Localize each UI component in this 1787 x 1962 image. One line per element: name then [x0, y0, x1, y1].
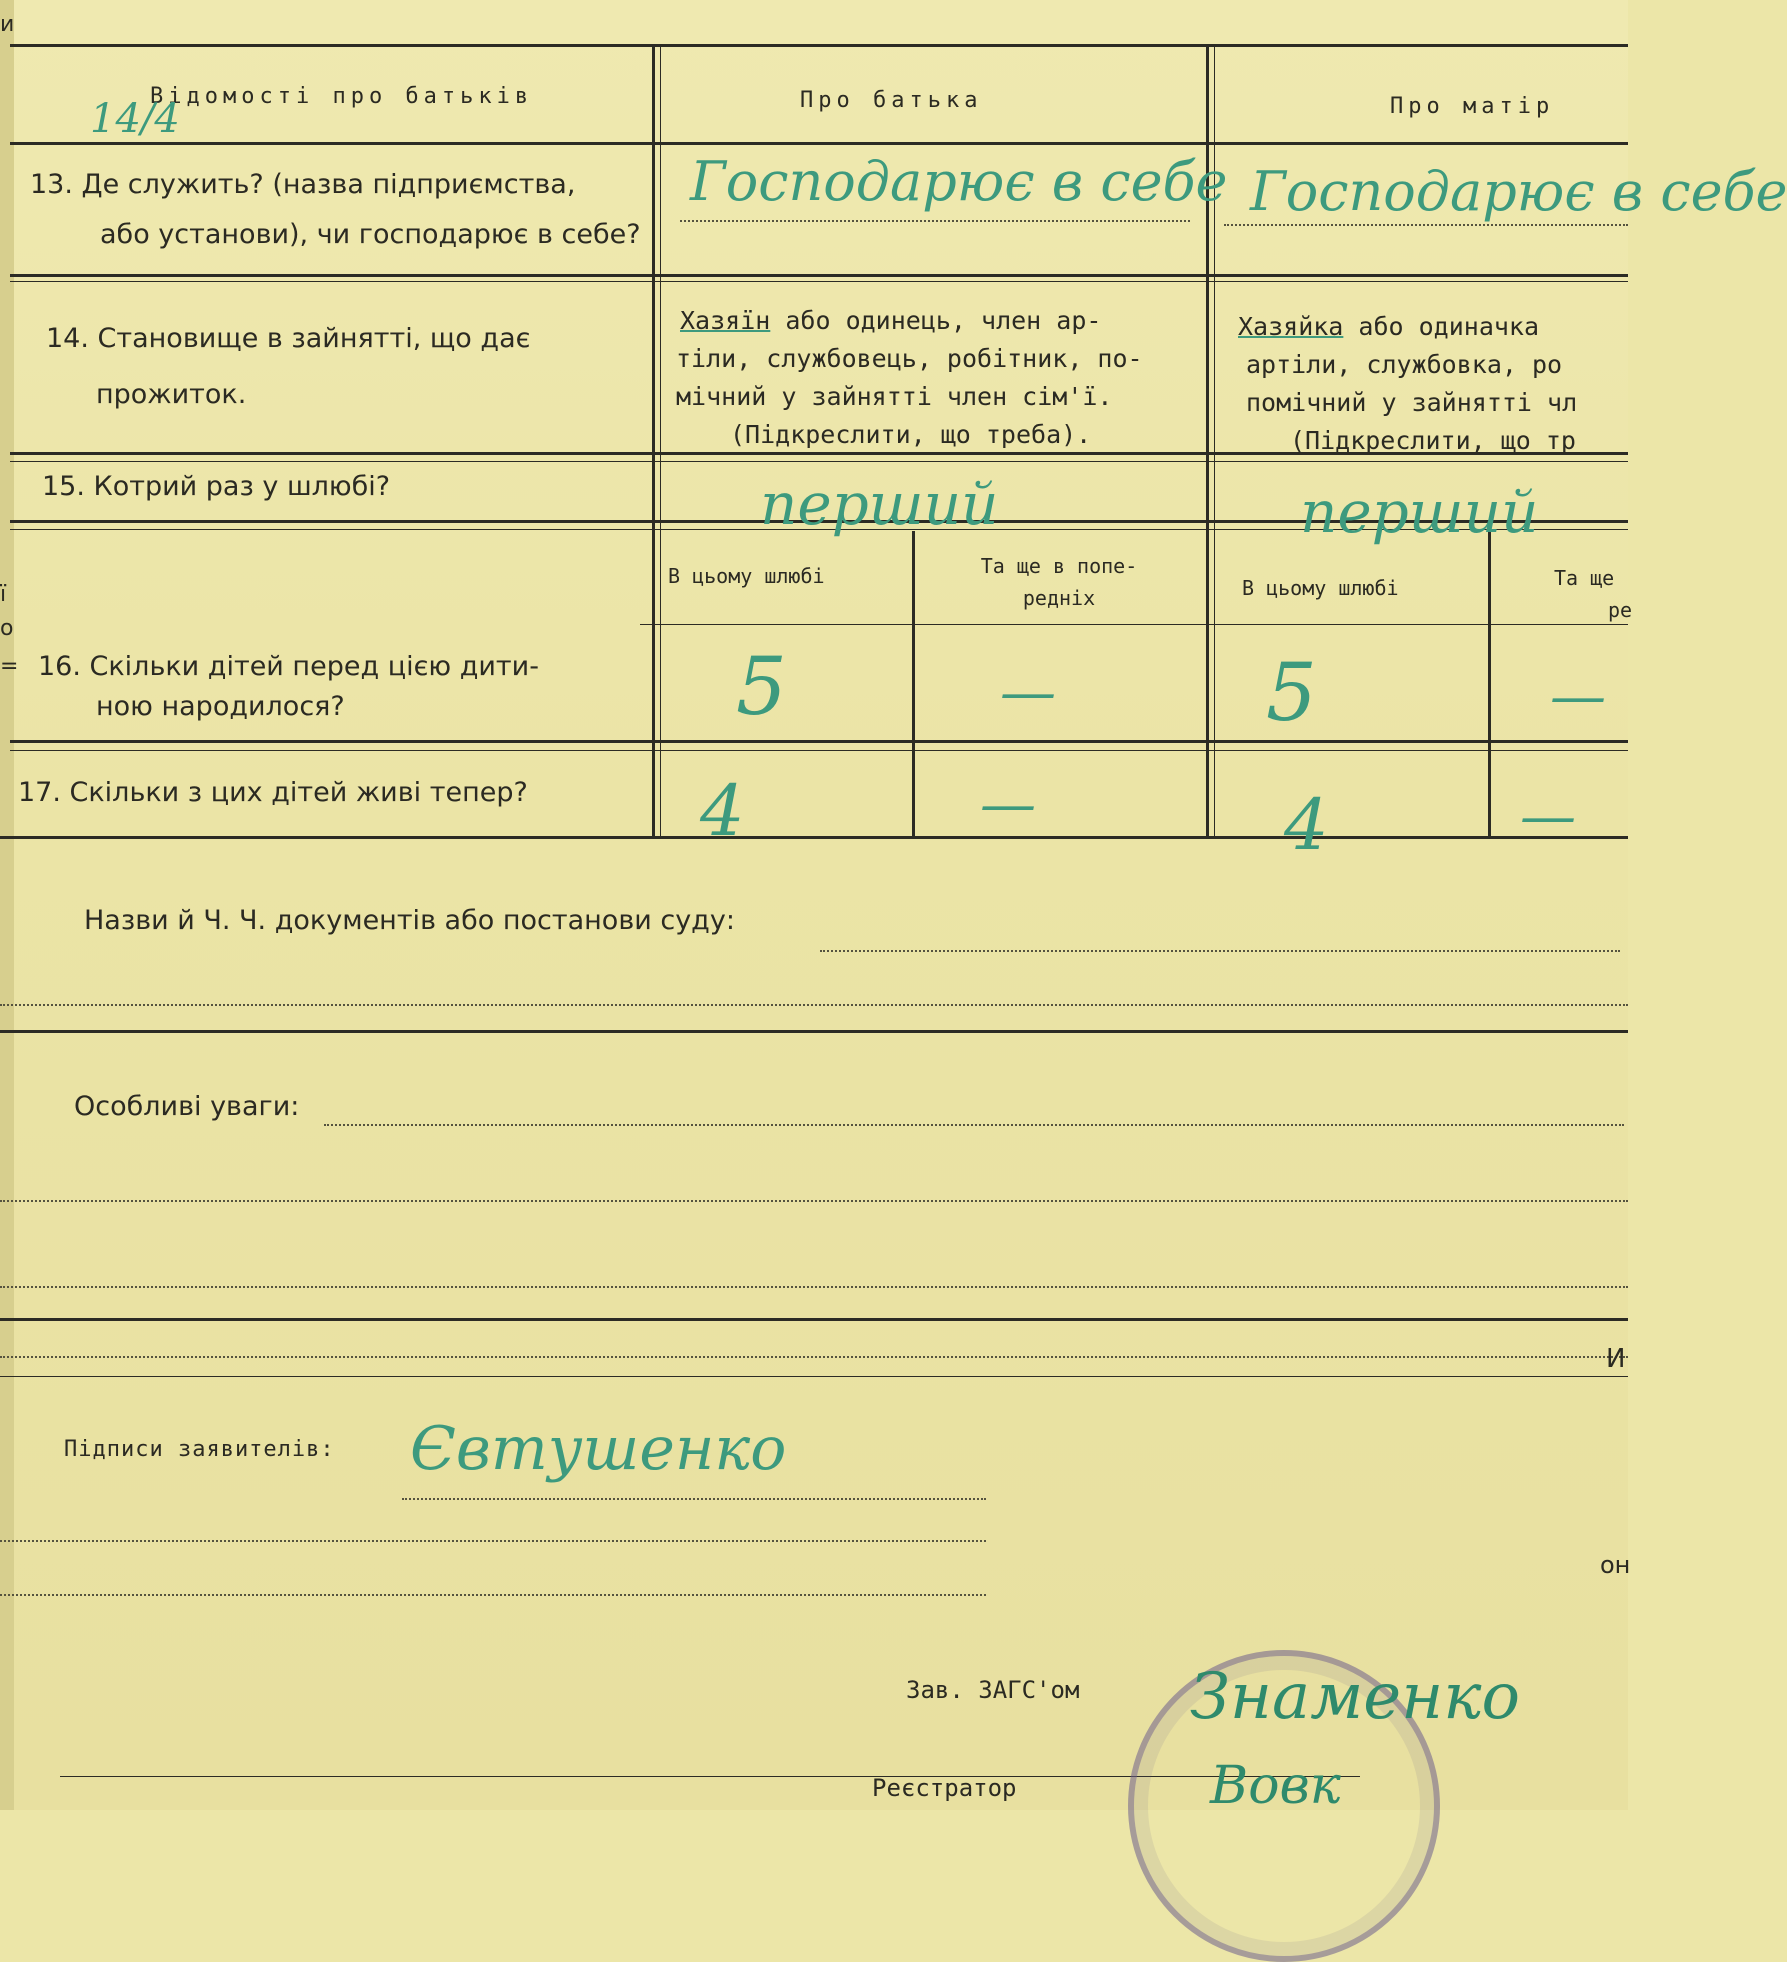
answer-line [680, 220, 1190, 222]
left-edge-char: = [0, 654, 19, 679]
margin-note: 14/4 [90, 96, 180, 142]
signature-line [402, 1498, 986, 1500]
answer-line [1224, 224, 1628, 226]
q16-father-col-prev-line1: Та ще в попе- [980, 554, 1138, 578]
signature-line [0, 1540, 986, 1542]
q14-mother-options-line2: артіли, службовка, ро [1246, 350, 1563, 379]
q16-mother-this-value: 5 [1266, 646, 1317, 739]
header-parents-info: Відомості про батьків [150, 84, 534, 109]
q16-father-col-prev-line2: редніх [1022, 586, 1096, 610]
special-notes-line [0, 1356, 1628, 1358]
q14-mother-selected: Хазяйка [1238, 312, 1344, 341]
q16-father-prev-value: — [1000, 660, 1056, 725]
row-divider [10, 281, 1628, 282]
q13-mother-answer: Господарює в себе [1250, 160, 1787, 223]
documents-line [0, 1004, 1628, 1006]
documents-line [820, 950, 1620, 952]
column-divider [652, 46, 655, 838]
q14-mother-options-line1 [1238, 308, 1539, 345]
section-divider [0, 1318, 1628, 1321]
q13-label-line1: 13. Де служить? (назва підприємства, [30, 169, 576, 200]
right-edge-char: он [1600, 1551, 1631, 1579]
registrar-signature: Вовк [1210, 1756, 1341, 1816]
q14-father-options-line4: (Підкреслити, що треба). [730, 420, 1092, 449]
header-about-mother: Про матір [1390, 94, 1555, 119]
q15-father-answer: перший [760, 470, 999, 538]
q15-label: 15. Котрий раз у шлюбі? [42, 471, 391, 502]
column-divider [660, 46, 661, 838]
q14-father-selected: Хазяїн [680, 306, 771, 335]
q16-mother-col-this: В цьому шлюбі [1242, 576, 1399, 600]
q14-father-options-line2: тіли, службовець, робітник, по- [676, 344, 1143, 373]
header-about-father: Про батька [800, 88, 983, 113]
left-edge-char: ї [0, 582, 7, 607]
row-divider [10, 461, 1628, 462]
q17-father-this-value: 4 [700, 770, 745, 852]
signatures-label: Підписи заявителів: [64, 1437, 335, 1462]
left-edge-char: о [0, 616, 14, 641]
q14-mother-options-line4: (Підкреслити, що тр [1290, 426, 1576, 455]
q14-label-line2: прожиток. [96, 379, 247, 410]
q14-mother-options-line3: помічний у зайнятті чл [1246, 388, 1578, 417]
special-notes-line [324, 1124, 1624, 1126]
registrar-label: Реєстратор [872, 1774, 1017, 1802]
q14-label-line1: 14. Становище в зайнятті, що дає [46, 323, 531, 354]
subheader-divider [640, 624, 1628, 625]
signature-line [0, 1594, 986, 1596]
section-divider [0, 1376, 1628, 1377]
row-divider [10, 274, 1628, 277]
q16-label-line1: 16. Скільки дітей перед цією дити- [38, 651, 539, 682]
special-notes-line [0, 1200, 1628, 1202]
applicant-signature: Євтушенко [410, 1414, 787, 1484]
head-registry-label: Зав. ЗАГС'ом [906, 1676, 1080, 1704]
q17-mother-this-value: 4 [1284, 784, 1329, 866]
q16-mother-col-prev-line1: Та ще [1554, 566, 1615, 590]
q14-father-options-line1 [680, 302, 1101, 339]
q17-label: 17. Скільки з цих дітей живі тепер? [18, 777, 528, 808]
section-divider [0, 1030, 1628, 1033]
right-edge-char: И [1606, 1344, 1626, 1374]
row-divider [10, 750, 1628, 751]
special-notes-label: Особливі уваги: [74, 1091, 300, 1122]
q17-mother-prev-value: — [1520, 784, 1576, 849]
table-top-border [10, 44, 1628, 47]
q14-mother-options-rest: або одиначка [1343, 312, 1540, 341]
q15-mother-answer: перший [1300, 478, 1539, 546]
left-edge-char: и [0, 12, 15, 37]
q13-label-line2: або установи), чи господарює в себе? [100, 219, 641, 250]
q17-father-prev-value: — [980, 772, 1036, 837]
table-bottom-border [0, 836, 1628, 839]
documents-label: Назви й Ч. Ч. документів або постанови суду: [84, 905, 735, 936]
head-signature: Знаменко [1190, 1660, 1521, 1734]
special-notes-line [0, 1286, 1628, 1288]
q16-mother-col-prev-line2: ре [1608, 598, 1633, 622]
column-divider [1488, 531, 1491, 838]
paper-edge [0, 0, 14, 1810]
q16-label-line2: ною народилося? [96, 691, 345, 722]
row-divider [10, 740, 1628, 743]
q14-father-options-line3: мічний у зайнятті член сім'ї. [676, 382, 1113, 411]
q16-father-col-this: В цьому шлюбі [668, 564, 825, 588]
row-divider [10, 142, 1628, 145]
column-divider [912, 531, 915, 838]
q16-mother-prev-value: — [1550, 664, 1606, 729]
q14-father-options-rest: або одинець, член ар- [770, 306, 1102, 335]
q16-father-this-value: 5 [736, 640, 787, 733]
q13-father-answer: Господарює в себе [690, 150, 1228, 213]
